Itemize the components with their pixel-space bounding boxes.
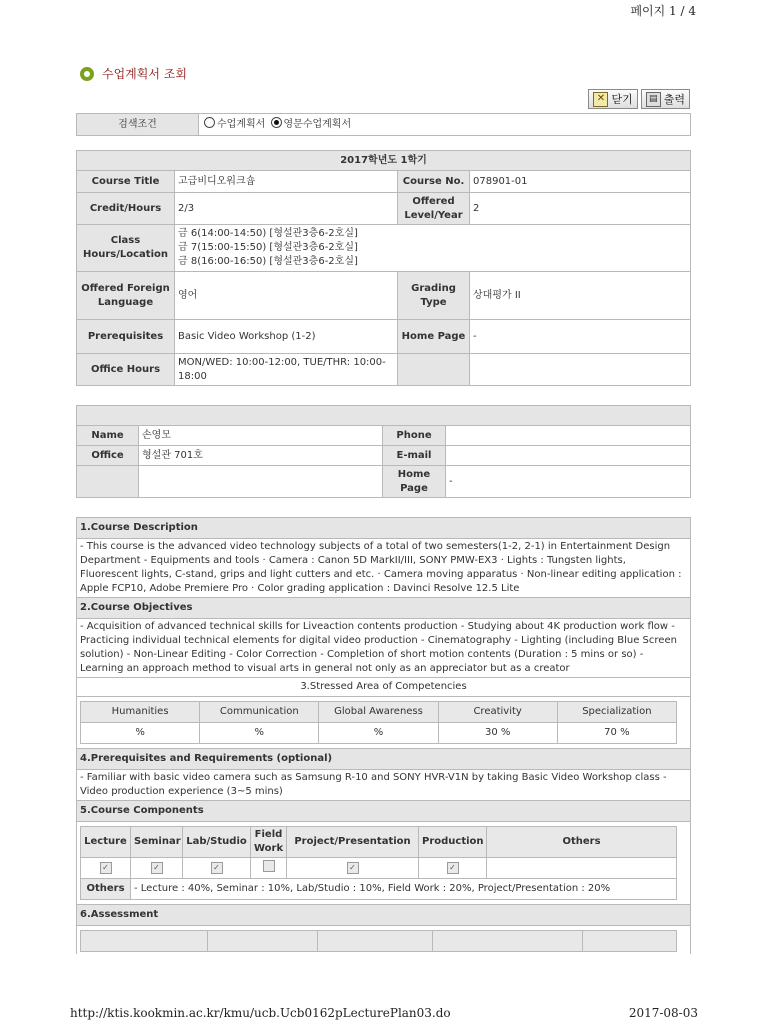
footer-url: http://ktis.kookmin.ac.kr/kmu/ucb.Ucb0162pLecturePlan03.do (70, 1006, 451, 1020)
course-no-value: 078901-01 (470, 171, 691, 193)
assessment-table (80, 930, 677, 952)
others-label: Others (81, 879, 131, 900)
class-hours-value (175, 225, 691, 272)
radio-plan-label: 수업계획서 (217, 119, 266, 130)
assessment-col (81, 931, 208, 952)
components-table (80, 826, 677, 900)
component-name: Lab/Studio (183, 827, 251, 858)
printer-icon: ▤ (646, 92, 661, 107)
production-checkbox[interactable]: ✓ (447, 862, 459, 874)
course-no-label: Course No. (398, 171, 470, 193)
component-name: Lecture (81, 827, 131, 858)
competency-name: Communication (200, 702, 319, 723)
print-button[interactable] (641, 89, 690, 109)
field-work-checkbox[interactable] (263, 860, 275, 872)
competencies-table (80, 701, 677, 744)
empty-value (470, 354, 691, 386)
language-label: Offered Foreign Language (77, 272, 175, 320)
office-hours-label: Office Hours (77, 354, 175, 386)
project-presentation-checkbox[interactable]: ✓ (347, 862, 359, 874)
radio-english-plan[interactable] (271, 117, 282, 128)
instructor-homepage-label: Home Page (383, 466, 446, 498)
semester-header: 2017학년도 1학기 (77, 151, 691, 171)
radio-plan[interactable] (204, 117, 215, 128)
seminar-checkbox[interactable]: ✓ (151, 862, 163, 874)
component-name: Field Work (251, 827, 287, 858)
component-name: Seminar (131, 827, 183, 858)
instructor-table (76, 405, 691, 498)
credit-value: 2/3 (175, 193, 398, 225)
class-hour-line: 금 7(15:00-15:50) [형설관3층6-2호실] (178, 242, 358, 253)
close-button[interactable] (588, 89, 637, 109)
credit-label: Credit/Hours (77, 193, 175, 225)
components-cell (77, 822, 691, 905)
grading-label: Grading Type (398, 272, 470, 320)
print-button-label: 출력 (663, 93, 685, 106)
competency-name: Creativity (438, 702, 557, 723)
competency-name: Humanities (81, 702, 200, 723)
requirements-text: - Familiar with basic video camera such as Samsung R-10 and SONY HVR-V1N by taking Basic Video Workshop class - Video production experience (3~5 mins) (77, 770, 691, 801)
class-hour-line: 금 6(14:00-14:50) [형설관3층6-2호실] (178, 228, 358, 239)
assessment-col (318, 931, 433, 952)
instructor-empty-value (139, 466, 383, 498)
competency-name: Specialization (557, 702, 676, 723)
assessment-col (583, 931, 677, 952)
page-title-text: 수업계획서 조회 (102, 67, 187, 81)
close-icon: ✕ (593, 92, 608, 107)
competencies-title: 3.Stressed Area of Competencies (77, 678, 691, 697)
competencies-cell (77, 697, 691, 749)
instructor-homepage-value: - (446, 466, 691, 498)
course-description-title: 1.Course Description (77, 518, 691, 539)
competency-value: % (81, 723, 200, 744)
competency-value: 70 % (557, 723, 676, 744)
phone-label: Phone (383, 426, 446, 446)
class-hour-line: 금 8(16:00-16:50) [형설관3층6-2호실] (178, 256, 358, 267)
assessment-title: 6.Assessment (77, 905, 691, 926)
office-label: Office (77, 446, 139, 466)
lab-studio-checkbox[interactable]: ✓ (211, 862, 223, 874)
radio-english-plan-label: 영문수업계획서 (283, 119, 352, 130)
close-button-label: 닫기 (611, 93, 633, 106)
course-homepage-label: Home Page (398, 320, 470, 354)
component-name: Project/Presentation (287, 827, 419, 858)
competency-value: % (319, 723, 438, 744)
component-name: Others (487, 827, 677, 858)
footer-date: 2017-08-03 (628, 1006, 698, 1020)
prereq-label: Prerequisites (77, 320, 175, 354)
search-condition-table (76, 113, 691, 136)
prereq-value: Basic Video Workshop (1-2) (175, 320, 398, 354)
email-label: E-mail (383, 446, 446, 466)
course-objectives-title: 2.Course Objectives (77, 598, 691, 619)
lecture-checkbox[interactable]: ✓ (100, 862, 112, 874)
course-title-label: Course Title (77, 171, 175, 193)
instructor-header (77, 406, 691, 426)
instructor-name-label: Name (77, 426, 139, 446)
toolbar (588, 89, 690, 109)
assessment-col (433, 931, 583, 952)
assessment-cell (77, 926, 691, 955)
others-text: - Lecture : 40%, Seminar : 10%, Lab/Studio : 10%, Field Work : 20%, Project/Presentation : 20% (131, 879, 677, 900)
search-options (199, 114, 691, 136)
assessment-col (208, 931, 318, 952)
instructor-name-value: 손영모 (139, 426, 383, 446)
course-components-title: 5.Course Components (77, 801, 691, 822)
requirements-title: 4.Prerequisites and Requirements (optional) (77, 749, 691, 770)
language-value: 영어 (175, 272, 398, 320)
search-label: 검색조건 (77, 114, 199, 136)
competency-name: Global Awareness (319, 702, 438, 723)
level-label: Offered Level/Year (398, 193, 470, 225)
course-info-table (76, 150, 691, 386)
course-title-value: 고급비디오워크숍 (175, 171, 398, 193)
instructor-empty-label (77, 466, 139, 498)
grading-value: 상대평가 II (470, 272, 691, 320)
email-value (446, 446, 691, 466)
component-name: Production (419, 827, 487, 858)
others-empty (487, 858, 677, 879)
page-indicator: 페이지 1 / 4 (630, 4, 696, 18)
competency-value: % (200, 723, 319, 744)
syllabus-sections-table (76, 517, 691, 954)
phone-value (446, 426, 691, 446)
class-hours-label: Class Hours/Location (77, 225, 175, 272)
level-value: 2 (470, 193, 691, 225)
competency-value: 30 % (438, 723, 557, 744)
office-hours-value: MON/WED: 10:00-12:00, TUE/THR: 10:00-18:00 (175, 354, 398, 386)
course-objectives-text: - Acquisition of advanced technical skills for Liveaction contents production - Studying about 4K production work flow - Practicing individual technical elements for digital video production - Cinematography - Lighting (including Blue Screen solution) - Non-Linear Editing - Color Correction - Completion of short motion contents (Duration : 5 mins or so) - Learning an approach method to visual arts in general not only as an appreciator but as a creator (77, 619, 691, 678)
bullet-icon (80, 67, 94, 81)
office-value: 형설관 701호 (139, 446, 383, 466)
course-homepage-value: - (470, 320, 691, 354)
page-title (80, 65, 187, 82)
empty-label (398, 354, 470, 386)
course-description-text: - This course is the advanced video technology subjects of a total of two semesters(1-2, 2-1) in Entertainment Design Department - Equipments and tools · Camera : Canon 5D MarkII/III, SONY PMW-EX3 · Lights : Tungsten lights, Fluorescent lights, C-stand, grips and light cutters and etc. · Camera moving apparatus · Non-linear editing application : Apple FCP10, Adobe Premiere Pro · Color grading application : Davinci Resolve 12.5 Lite (77, 539, 691, 598)
